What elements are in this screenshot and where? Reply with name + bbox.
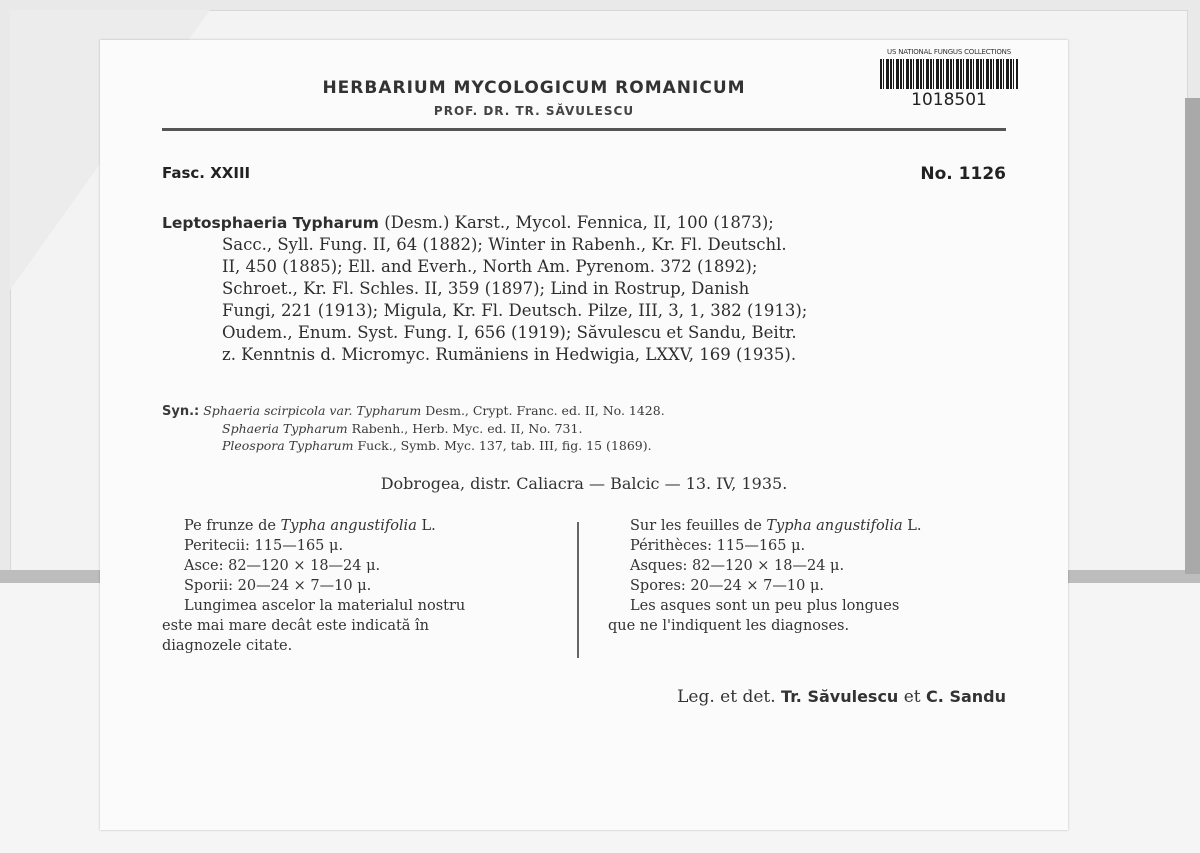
- label-header: [100, 78, 968, 118]
- note-line: este mai mare decât este indicată în: [162, 618, 430, 634]
- citation-line: Schroet., Kr. Fl. Schles. II, 359 (1897); Lind in Rostrup, Danish: [222, 279, 750, 298]
- measurement-line: Sporii: 20—24 × 7—10 μ.: [184, 578, 372, 594]
- citation-line: (Desm.) Karst., Mycol. Fennica, II, 100 (1873);: [384, 213, 774, 232]
- citation-line: II, 450 (1885); Ell. and Everh., North Am. Pyrenom. 372 (1892);: [222, 257, 758, 276]
- note-line: diagnozele citate.: [162, 638, 293, 654]
- collector-name: Tr. Săvulescu: [781, 687, 899, 706]
- fascicle-number: Fasc. XXIII: [162, 164, 251, 182]
- host-suffix: L.: [907, 518, 922, 534]
- citation-line: Oudem., Enum. Syst. Fung. I, 656 (1919); Săvulescu et Sandu, Beitr.: [222, 323, 797, 342]
- host-prefix: Sur les feuilles de: [630, 518, 762, 534]
- citation-line: Fungi, 221 (1913); Migula, Kr. Fl. Deutsch. Pilze, III, 3, 1, 382 (1913);: [222, 301, 808, 320]
- herbarium-subtitle: PROF. DR. TR. SĂVULESCU: [433, 104, 635, 118]
- barcode-sticker: [874, 48, 1024, 110]
- romanian-description: [162, 516, 552, 656]
- french-description: [608, 516, 1008, 636]
- measurement-line: Spores: 20—24 × 7—10 μ.: [630, 578, 824, 594]
- synonym-ref: Desm., Crypt. Franc. ed. II, No. 1428.: [425, 403, 665, 418]
- measurement-line: Périthèces: 115—165 μ.: [630, 538, 806, 554]
- host-prefix: Pe frunze de: [184, 518, 276, 534]
- synonym-ref: Rabenh., Herb. Myc. ed. II, No. 731.: [351, 421, 583, 436]
- collector-line: [677, 687, 1006, 707]
- citation-line: Sacc., Syll. Fung. II, 64 (1882); Winter in Rabenh., Kr. Fl. Deutschl.: [222, 235, 787, 254]
- synonym-name: Sphaeria scirpicola var. Typharum: [203, 403, 422, 418]
- species-name: Leptosphaeria Typharum: [162, 214, 379, 232]
- collector-joiner: et: [903, 687, 921, 707]
- measurement-line: Peritecii: 115—165 μ.: [184, 538, 344, 554]
- measurement-line: Asques: 82—120 × 18—24 μ.: [630, 558, 845, 574]
- specimen-label: [100, 40, 1068, 830]
- host-name: Typha angustifolia: [766, 518, 903, 534]
- synonym-name: Sphaeria Typharum: [222, 421, 348, 436]
- host-suffix: L.: [421, 518, 436, 534]
- note-line: que ne l'indiquent les diagnoses.: [608, 618, 850, 634]
- collector-prefix: Leg. et det.: [677, 687, 776, 707]
- collector-name: C. Sandu: [926, 687, 1006, 706]
- envelope-side: [1185, 98, 1200, 574]
- barcode-caption: US NATIONAL FUNGUS COLLECTIONS: [887, 48, 1011, 56]
- note-line: Lungimea ascelor la materialul nostru: [184, 598, 466, 614]
- barcode-icon: [880, 59, 1018, 89]
- locality: Dobrogea, distr. Caliacra — Balcic — 13. IV, 1935.: [380, 474, 788, 493]
- header-rule: [162, 128, 1006, 131]
- column-divider: [577, 522, 579, 658]
- citation-line: z. Kenntnis d. Micromyc. Rumäniens in Hedwigia, LXXV, 169 (1935).: [222, 345, 797, 364]
- synonyms-label: Syn.:: [162, 404, 200, 419]
- species-citation: [162, 212, 1010, 366]
- barcode-number: 1018501: [911, 90, 987, 110]
- note-line: Les asques sont un peu plus longues: [630, 598, 900, 614]
- herbarium-title: HERBARIUM MYCOLOGICUM ROMANICUM: [322, 78, 746, 98]
- measurement-line: Asce: 82—120 × 18—24 μ.: [184, 558, 381, 574]
- synonyms: [162, 402, 1010, 454]
- synonym-ref: Fuck., Symb. Myc. 137, tab. III, fig. 15 (1869).: [357, 438, 652, 453]
- specimen-number: No. 1126: [920, 164, 1006, 184]
- host-name: Typha angustifolia: [280, 518, 417, 534]
- synonym-name: Pleospora Typharum: [222, 438, 354, 453]
